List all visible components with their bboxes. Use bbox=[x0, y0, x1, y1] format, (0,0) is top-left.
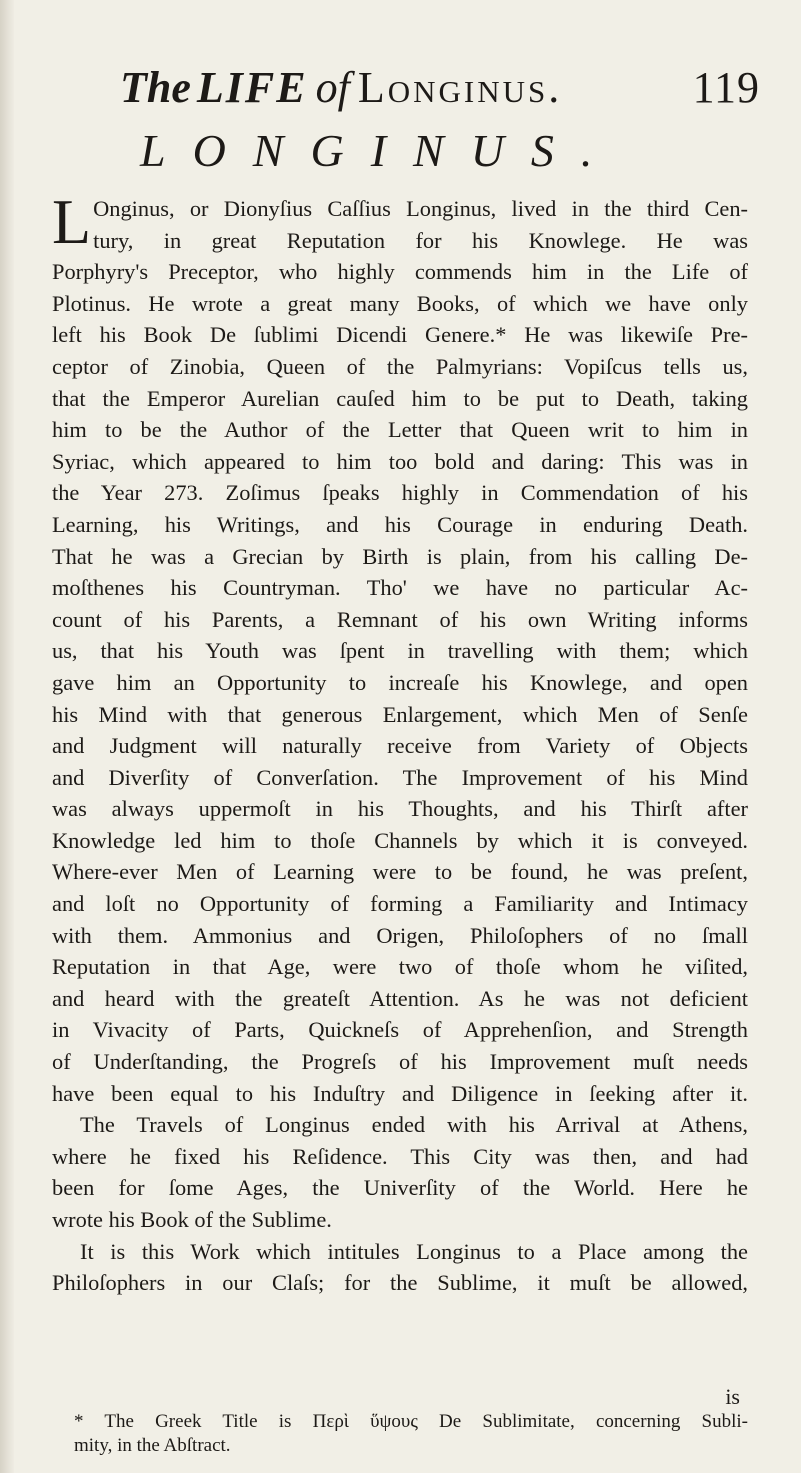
text-line: and Judgment will naturally receive from Variety of Objects bbox=[52, 733, 748, 759]
text-line: That he was a Grecian by Birth is plain, from his calling De- bbox=[52, 543, 748, 569]
text-line: Philoſophers in our Claſs; for the Sublime, it muſt be allowed, bbox=[52, 1270, 748, 1296]
body-text bbox=[52, 186, 748, 1299]
text-line: moſthenes his Countryman. Tho' we have no particular Ac- bbox=[52, 575, 748, 601]
catchword: is bbox=[725, 1384, 740, 1409]
text-line: Knowledge led him to thoſe Channels by which it is conveyed. bbox=[52, 827, 748, 853]
running-head-of: of bbox=[315, 63, 350, 112]
text-line: Reputation in that Age, were two of thoſe whom he viſited, bbox=[52, 954, 748, 980]
text-line: ceptor of Zinobia, Queen of the Palmyrians: Vopiſcus tells us, bbox=[52, 353, 748, 379]
text-line: Where-ever Men of Learning were to be found, he was preſent, bbox=[52, 859, 748, 885]
running-head-the: The bbox=[120, 63, 191, 112]
drop-cap: L bbox=[52, 186, 92, 257]
text-line: wrote his Book of the Sublime. bbox=[52, 1207, 332, 1232]
running-head-name: Longinus. bbox=[357, 63, 563, 112]
text-line: count of his Parents, a Remnant of his own Writing informs bbox=[52, 606, 748, 632]
footnote-line: * The Greek Title is Περὶ ὕψους De Sublimitate, concerning Subli- bbox=[74, 1411, 748, 1432]
text-line: The Travels of Longinus ended with his Arrival at Athens, bbox=[80, 1112, 748, 1138]
text-line: him to be the Author of the Letter that Queen writ to him in bbox=[52, 417, 748, 443]
text-line: Plotinus. He wrote a great many Books, of which we have only bbox=[52, 290, 748, 316]
text-line: the Year 273. Zoſimus ſpeaks highly in Commendation of his bbox=[52, 480, 748, 506]
text-line: tury, in great Reputation for his Knowlege. He was bbox=[93, 227, 748, 253]
text-line: been for ſome Ages, the Univerſity of the World. Here he bbox=[52, 1175, 748, 1201]
text-line: Onginus, or Dionyſius Caſſius Longinus, lived in the third Cen- bbox=[93, 196, 748, 221]
text-line: and loſt no Opportunity of forming a Familiarity and Intimacy bbox=[52, 891, 748, 917]
text-line: Syriac, which appeared to him too bold and daring: This was in bbox=[52, 448, 748, 474]
footnote bbox=[74, 1410, 748, 1458]
text-line: left his Book De ſublimi Dicendi Genere.* He was likewiſe Pre- bbox=[52, 322, 748, 348]
text-line: and heard with the greateſt Attention. As he was not deficient bbox=[52, 985, 748, 1011]
text-line: It is this Work which intitules Longinus to a Place among the bbox=[80, 1238, 748, 1264]
running-head bbox=[120, 62, 760, 116]
text-line: us, that his Youth was ſpent in travelling with them; which bbox=[52, 638, 748, 664]
text-line: Learning, his Writings, and his Courage in enduring Death. bbox=[52, 511, 748, 537]
text-line: and Diverſity of Converſation. The Improvement of his Mind bbox=[52, 764, 748, 790]
running-head-life: LIFE bbox=[196, 63, 308, 112]
text-line: was always uppermoſt in his Thoughts, and his Thirſt after bbox=[52, 796, 748, 822]
text-line: with them. Ammonius and Origen, Philoſophers of no ſmall bbox=[52, 922, 748, 948]
text-line: that the Emperor Aurelian cauſed him to be put to Death, taking bbox=[52, 385, 748, 411]
text-line: in Vivacity of Parts, Quickneſs of Apprehenſion, and Strength bbox=[52, 1017, 748, 1043]
text-line: have been equal to his Induſtry and Diligence in ſeeking after it. bbox=[52, 1080, 748, 1106]
text-line: Porphyry's Preceptor, who highly commends him in the Life of bbox=[52, 259, 748, 285]
chapter-title: LONGINUS. bbox=[140, 125, 620, 176]
text-line: where he fixed his Reſidence. This City was then, and had bbox=[52, 1143, 748, 1169]
text-line: of Underſtanding, the Progreſs of his Improvement muſt needs bbox=[52, 1049, 748, 1075]
page-gutter-shadow bbox=[0, 0, 14, 1473]
footnote-line: mity, in the Abſtract. bbox=[74, 1435, 231, 1456]
text-line: his Mind with that generous Enlargement, which Men of Senſe bbox=[52, 701, 748, 727]
text-line: gave him an Opportunity to increaſe his Knowlege, and open bbox=[52, 669, 748, 695]
page-number: 119 bbox=[692, 63, 760, 112]
